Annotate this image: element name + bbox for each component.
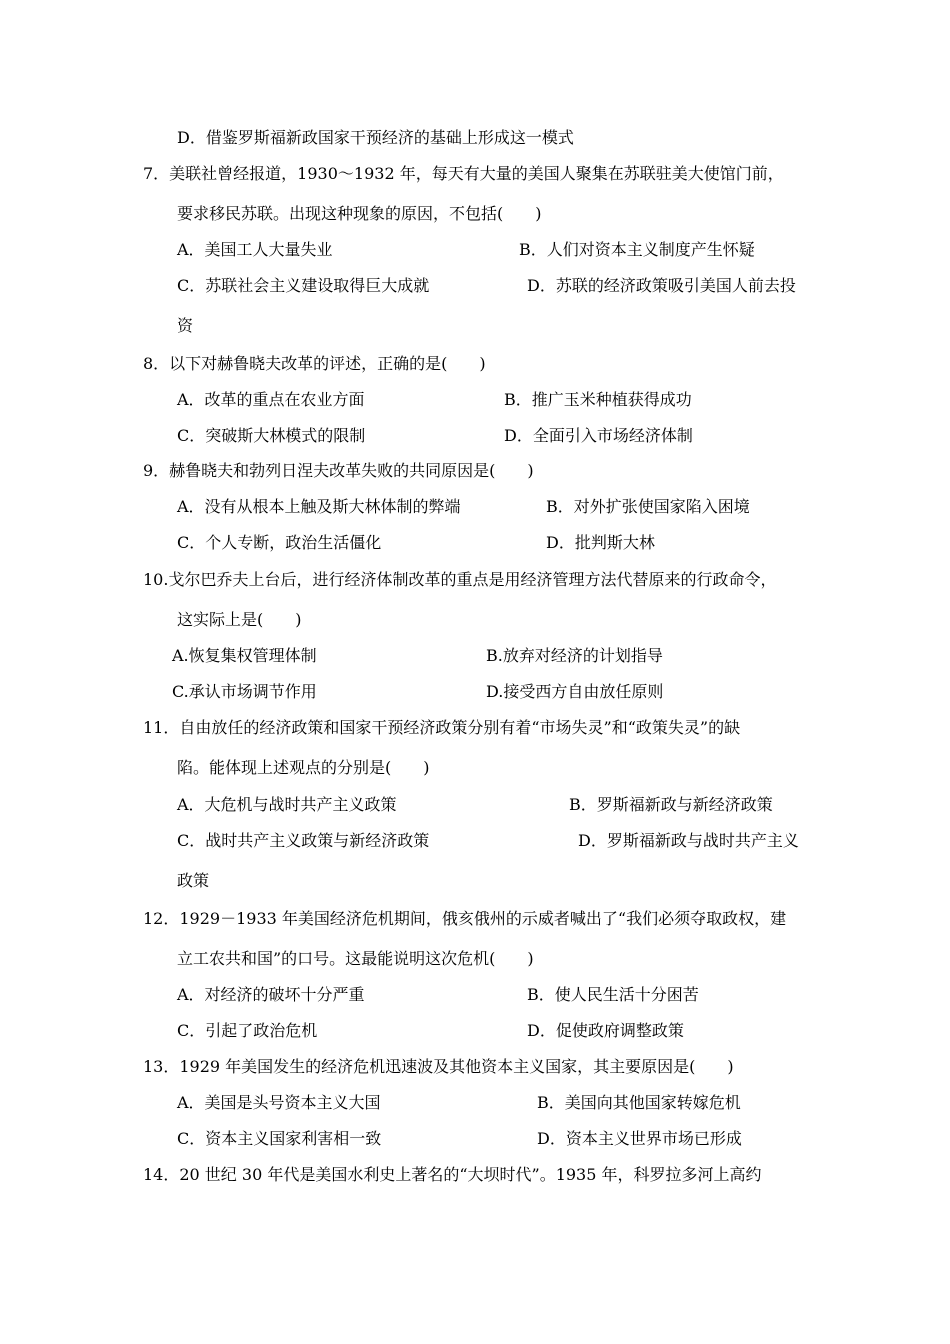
q10-option-d: D.接受西方自由放任原则 (486, 682, 664, 701)
q9-option-b: B．对外扩张使国家陷入困境 (546, 497, 750, 516)
q7-option-b: B．人们对资本主义制度产生怀疑 (519, 240, 755, 259)
q12-stem-cont: 立工农共和国”的口号。这最能说明这次危机( ) (177, 949, 534, 968)
q8-option-b: B．推广玉米种植获得成功 (504, 390, 692, 409)
q11-option-a: A．大危机与战时共产主义政策 (177, 795, 397, 814)
q11-stem-cont: 陷。能体现上述观点的分别是( ) (177, 758, 430, 777)
q9-option-a: A．没有从根本上触及斯大林体制的弊端 (177, 497, 461, 516)
q7-stem: 7．美联社曾经报道，1930～1932 年，每天有大量的美国人聚集在苏联驻美大使馆门前， (143, 164, 784, 183)
q8-option-c: C．突破斯大林模式的限制 (177, 426, 366, 445)
q13-stem: 13．1929 年美国发生的经济危机迅速波及其他资本主义国家，其主要原因是( ) (143, 1057, 734, 1076)
q9-option-d: D．批判斯大林 (546, 533, 655, 552)
q7-option-d-cont: 资 (177, 316, 194, 335)
q14-stem: 14．20 世纪 30 年代是美国水利史上著名的“大坝时代”。1935 年，科罗拉多河上高约 (143, 1165, 762, 1184)
q10-option-c: C.承认市场调节作用 (172, 682, 317, 701)
q13-option-b: B．美国向其他国家转嫁危机 (537, 1093, 741, 1112)
q10-stem: 10.戈尔巴乔夫上台后，进行经济体制改革的重点是用经济管理方法代替原来的行政命令， (143, 570, 777, 589)
q6-option-d: D．借鉴罗斯福新政国家干预经济的基础上形成这一模式 (177, 128, 574, 147)
q10-option-a: A.恢复集权管理体制 (172, 646, 317, 665)
q7-option-a: A．美国工人大量失业 (177, 240, 333, 259)
q7-option-d: D．苏联的经济政策吸引美国人前去投 (527, 276, 796, 295)
q12-option-a: A．对经济的破坏十分严重 (177, 985, 365, 1004)
q12-stem: 12．1929－1933 年美国经济危机期间，俄亥俄州的示威者喊出了“我们必须夺取政权，建 (143, 909, 787, 928)
q12-option-b: B．使人民生活十分困苦 (527, 985, 699, 1004)
q13-option-c: C．资本主义国家利害相一致 (177, 1129, 382, 1148)
q13-option-d: D．资本主义世界市场已形成 (537, 1129, 742, 1148)
q11-option-c: C．战时共产主义政策与新经济政策 (177, 831, 430, 850)
q7-stem-cont: 要求移民苏联。出现这种现象的原因，不包括( ) (177, 204, 542, 223)
q8-option-d: D．全面引入市场经济体制 (504, 426, 693, 445)
q12-option-c: C．引起了政治危机 (177, 1021, 318, 1040)
q10-stem-cont: 这实际上是( ) (177, 610, 302, 629)
q13-option-a: A．美国是头号资本主义大国 (177, 1093, 381, 1112)
q12-option-d: D．促使政府调整政策 (527, 1021, 684, 1040)
q9-option-c: C．个人专断，政治生活僵化 (177, 533, 382, 552)
q11-stem: 11．自由放任的经济政策和国家干预经济政策分别有着“市场失灵”和“政策失灵”的缺 (143, 718, 741, 737)
q10-option-b: B.放弃对经济的计划指导 (486, 646, 663, 665)
q8-option-a: A．改革的重点在农业方面 (177, 390, 365, 409)
q7-option-c: C．苏联社会主义建设取得巨大成就 (177, 276, 430, 295)
q8-stem: 8．以下对赫鲁晓夫改革的评述，正确的是( ) (143, 354, 486, 373)
q11-option-d: D．罗斯福新政与战时共产主义 (578, 831, 799, 850)
q9-stem: 9．赫鲁晓夫和勃列日涅夫改革失败的共同原因是( ) (143, 461, 534, 480)
q11-option-d-cont: 政策 (177, 871, 210, 890)
q11-option-b: B．罗斯福新政与新经济政策 (569, 795, 773, 814)
